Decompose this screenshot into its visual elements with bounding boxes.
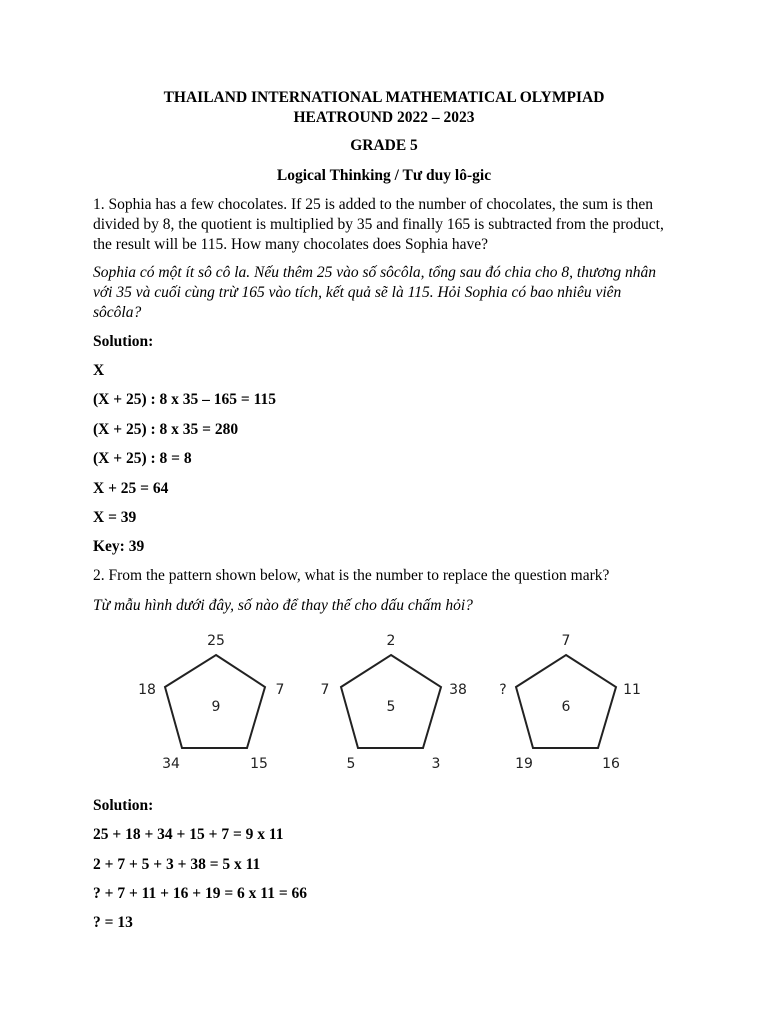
question-1-vietnamese: Sophia có một ít sô cô la. Nếu thêm 25 vào số sôcôla, tổng sau đó chia cho 8, thương nhân với 35 và cuối cùng trừ 165 vào tích, kết quả sẽ là 115. Hỏi Sophia có bao nhiêu viên sôcôla? [93, 264, 657, 321]
solution-1-step: X [93, 362, 105, 379]
title-heatround: HEATROUND 2022 – 2023 [293, 109, 475, 126]
pentagon-2-bottom-right: 3 [431, 756, 441, 772]
pentagon-2-right: 38 [449, 682, 467, 698]
pentagon-2-center: 5 [386, 699, 396, 715]
solution-2-step: 25 + 18 + 34 + 15 + 7 = 9 x 11 [93, 826, 284, 843]
pentagon-2-left: 7 [320, 682, 330, 698]
solution-1-step: X = 39 [93, 509, 137, 526]
pentagon-1-right: 7 [275, 682, 285, 698]
pentagon-3-center: 6 [561, 699, 571, 715]
pentagon-pattern-figure [0, 620, 768, 780]
solution-1-step: (X + 25) : 8 x 35 – 165 = 115 [93, 391, 276, 408]
pentagon-1-bottom-left: 34 [162, 756, 180, 772]
question-2-english: 2. From the pattern shown below, what is the number to replace the question mark? [93, 567, 610, 584]
answer-key-1: Key: 39 [93, 538, 145, 555]
title-olympiad: THAILAND INTERNATIONAL MATHEMATICAL OLYMPIAD [163, 89, 605, 106]
solution-1-step: (X + 25) : 8 = 8 [93, 450, 192, 467]
pentagon-3-bottom-right: 16 [602, 756, 620, 772]
solution-2-label: Solution: [93, 797, 154, 814]
solution-1-label: Solution: [93, 333, 154, 350]
pentagon-3-bottom-left: 19 [515, 756, 533, 772]
pentagon-1-bottom-right: 15 [250, 756, 268, 772]
section-title: Logical Thinking / Tư duy lô-gic [276, 167, 492, 184]
title-grade: GRADE 5 [350, 137, 418, 154]
pentagon-1 [138, 633, 284, 772]
pentagon-2-bottom-left: 5 [346, 756, 356, 772]
pentagon-1-left: 18 [138, 682, 156, 698]
pentagon-3-left: ? [499, 682, 507, 698]
solution-2-step: ? + 7 + 11 + 16 + 19 = 6 x 11 = 66 [93, 885, 308, 902]
solution-1-step: (X + 25) : 8 x 35 = 280 [93, 421, 239, 438]
pentagon-2 [321, 633, 467, 772]
pentagon-3 [499, 633, 641, 772]
solution-2-step: ? = 13 [93, 914, 133, 931]
question-2-vietnamese: Từ mẫu hình dưới đây, số nào để thay thế cho dấu chấm hỏi? [93, 597, 473, 614]
solution-1-step: X + 25 = 64 [93, 480, 169, 497]
pentagon-1-center: 9 [211, 699, 221, 715]
pentagon-1-top: 25 [207, 633, 225, 649]
pentagon-3-right: 11 [623, 682, 641, 698]
solution-2-step: 2 + 7 + 5 + 3 + 38 = 5 x 11 [93, 856, 261, 873]
question-1-english: 1. Sophia has a few chocolates. If 25 is added to the number of chocolates, the sum is then divided by 8, the quotient is multiplied by 35 and finally 165 is subtracted from the product, the result will be 115. How many chocolates does Sophia have? [93, 196, 664, 253]
pentagon-2-top: 2 [386, 633, 396, 649]
pentagon-3-top: 7 [561, 633, 571, 649]
